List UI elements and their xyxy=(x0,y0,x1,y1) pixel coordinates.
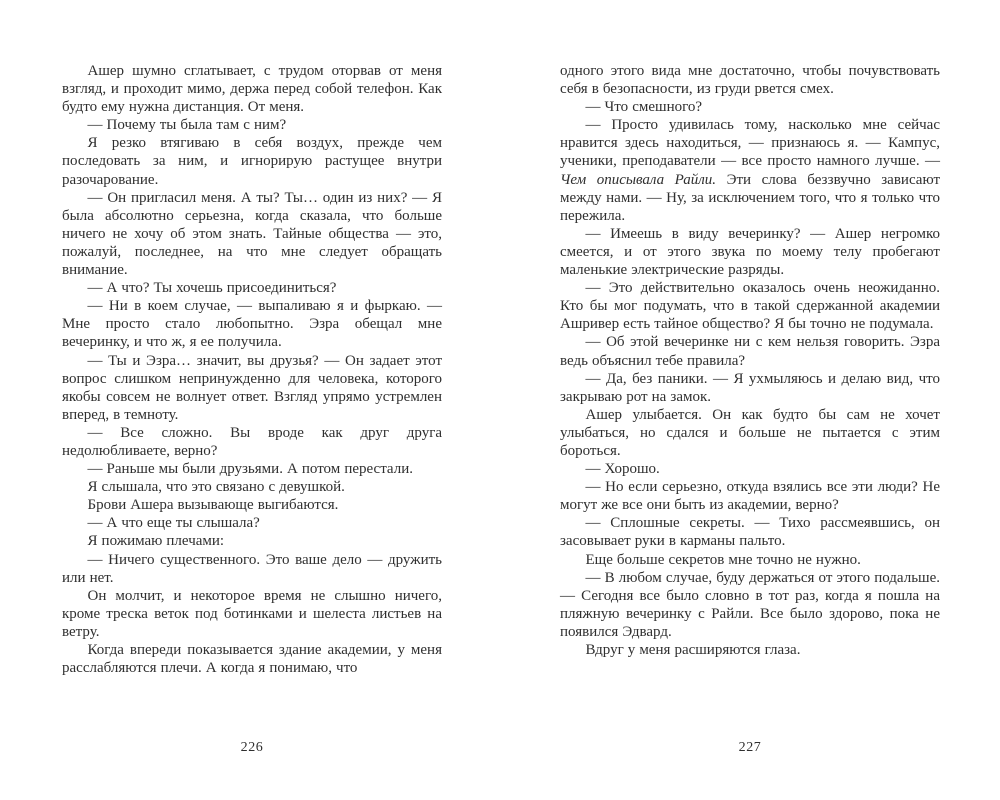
page-right xyxy=(560,62,940,762)
italic-text-run: Чем описывала Райли. xyxy=(560,171,717,188)
text-run: — Имеешь в виду вечеринку? — Ашер негромко смеется, и от этого звука по моему телу пробегают маленькие электрические разряды. xyxy=(560,225,940,279)
paragraph xyxy=(560,641,940,659)
paragraph xyxy=(62,424,442,460)
paragraph xyxy=(62,134,442,188)
paragraph xyxy=(560,370,940,406)
paragraph xyxy=(62,189,442,279)
text-run: — Об этой вечеринке ни с кем нельзя говорить. Эзра ведь объяснил тебе правила? xyxy=(560,334,940,369)
paragraph xyxy=(560,279,940,333)
paragraph xyxy=(560,333,940,369)
page-number-right: 227 xyxy=(738,740,762,755)
text-run: — А что еще ты слышала? xyxy=(87,515,260,532)
page-text-right xyxy=(560,62,940,659)
text-run: — В любом случае, буду держаться от этого подальше. — Сегодня все было словно в тот раз, когда я пошла на пляжную вечеринку с Райли. Все было здорово, пока не появился Эдвард. xyxy=(560,569,940,640)
paragraph xyxy=(62,460,442,478)
text-run: Еще больше секретов мне точно не нужно. xyxy=(585,551,861,568)
text-run: — Но если серьезно, откуда взялись все эти люди? Не могут же все они быть из академии, верно? xyxy=(560,479,940,514)
paragraph xyxy=(62,62,442,116)
paragraph xyxy=(62,297,442,351)
paragraph xyxy=(560,460,940,478)
text-run: Ашер улыбается. Он как будто бы сам не хочет улыбаться, но сдался и больше не пытается с этим бороться. xyxy=(560,406,940,459)
page-number-left: 226 xyxy=(240,740,264,755)
paragraph xyxy=(62,551,442,587)
text-run: — Почему ты была там с ним? xyxy=(87,117,287,134)
text-run: Вдруг у меня расширяются глаза. xyxy=(585,642,801,658)
paragraph xyxy=(62,641,442,677)
text-run: Брови Ашера вызывающе выгибаются. xyxy=(87,497,339,514)
text-run: — Сплошные секреты. — Тихо рассмеявшись, он засовывает руки в карманы пальто. xyxy=(560,515,940,550)
paragraph xyxy=(62,116,442,134)
paragraph xyxy=(560,98,940,116)
page-left xyxy=(62,62,442,762)
text-run: — Все сложно. Вы вроде как друг друга недолюбливаете, верно? xyxy=(62,424,442,459)
text-run: — Он пригласил меня. А ты? Ты… один из них? — Я была абсолютно серьезна, когда сказала, что больше ничего не хочу об этом знать. Тайные общества — это, пожалуй, последнее, на что мне следует обращать внимание. xyxy=(62,189,442,279)
text-run: — Это действительно оказалось очень неожиданно. Кто бы мог подумать, что в такой сдержанной академии Ашривер есть тайное общество? Я бы точно не подумала. xyxy=(560,280,940,333)
text-run: — Хорошо. xyxy=(585,461,660,478)
text-run: — А что? Ты хочешь присоединиться? xyxy=(87,280,337,297)
paragraph xyxy=(560,225,940,279)
paragraph xyxy=(560,62,940,98)
paragraph xyxy=(62,514,442,532)
text-run: — Ни в коем случае, — выпаливаю я и фыркаю. — Мне просто стало любопытно. Эзра обещал мне вечеринку, и что ж, я ее получила. xyxy=(62,298,442,351)
paragraph xyxy=(62,352,442,424)
page-text-left xyxy=(62,62,442,677)
text-run: Ашер шумно сглатывает, с трудом оторвав от меня взгляд, и проходит мимо, держа перед собой телефон. Как будто ему нужна дистанция. От меня. xyxy=(62,63,442,116)
text-run: — Что смешного? xyxy=(585,99,703,116)
paragraph xyxy=(62,478,442,496)
paragraph xyxy=(560,116,940,225)
text-run: Он молчит, и некоторое время не слышно ничего, кроме треска веток под ботинками и шелеста листьев на ветру. xyxy=(62,587,442,640)
paragraph xyxy=(62,587,442,641)
paragraph xyxy=(62,532,442,550)
text-run: Я резко втягиваю в себя воздух, прежде чем последовать за ним, и игнорирую растущее внутри разочарование. xyxy=(62,135,442,188)
text-run: — Ничего существенного. Это ваше дело — дружить или нет. xyxy=(62,551,442,586)
paragraph xyxy=(560,551,940,569)
text-run: одного этого вида мне достаточно, чтобы почувствовать себя в безопасности, из груди рвется смех. xyxy=(560,63,940,98)
text-run: Когда впереди показывается здание академии, у меня расслабляются плечи. А когда я понимаю, что xyxy=(62,642,442,677)
text-run: — Да, без паники. — Я ухмыляюсь и делаю вид, что закрываю рот на замок. xyxy=(560,370,940,405)
text-run: Я слышала, что это связано с девушкой. xyxy=(87,479,345,496)
text-run: — Ты и Эзра… значит, вы друзья? — Он задает этот вопрос слишком непринужденно для человека, которого якобы совсем не волнует ответ. Взгляд упрямо устремлен вперед, в темноту. xyxy=(62,352,442,423)
text-run: — Раньше мы были друзьями. А потом перестали. xyxy=(87,461,413,478)
paragraph xyxy=(560,569,940,641)
text-run: Я пожимаю плечами: xyxy=(87,533,225,550)
paragraph xyxy=(560,406,940,460)
text-run: — Просто удивилась тому, насколько мне сейчас нравится здесь находиться, — признаюсь я. — Кампус, ученики, преподаватели — все просто намного лучше. — xyxy=(560,117,940,170)
text-run: Эти слова беззвучно зависают между нами. — Ну, за исключением того, что я только что пережила. xyxy=(560,171,941,224)
paragraph xyxy=(62,279,442,297)
paragraph xyxy=(62,496,442,514)
paragraph xyxy=(560,514,940,550)
paragraph xyxy=(560,478,940,514)
